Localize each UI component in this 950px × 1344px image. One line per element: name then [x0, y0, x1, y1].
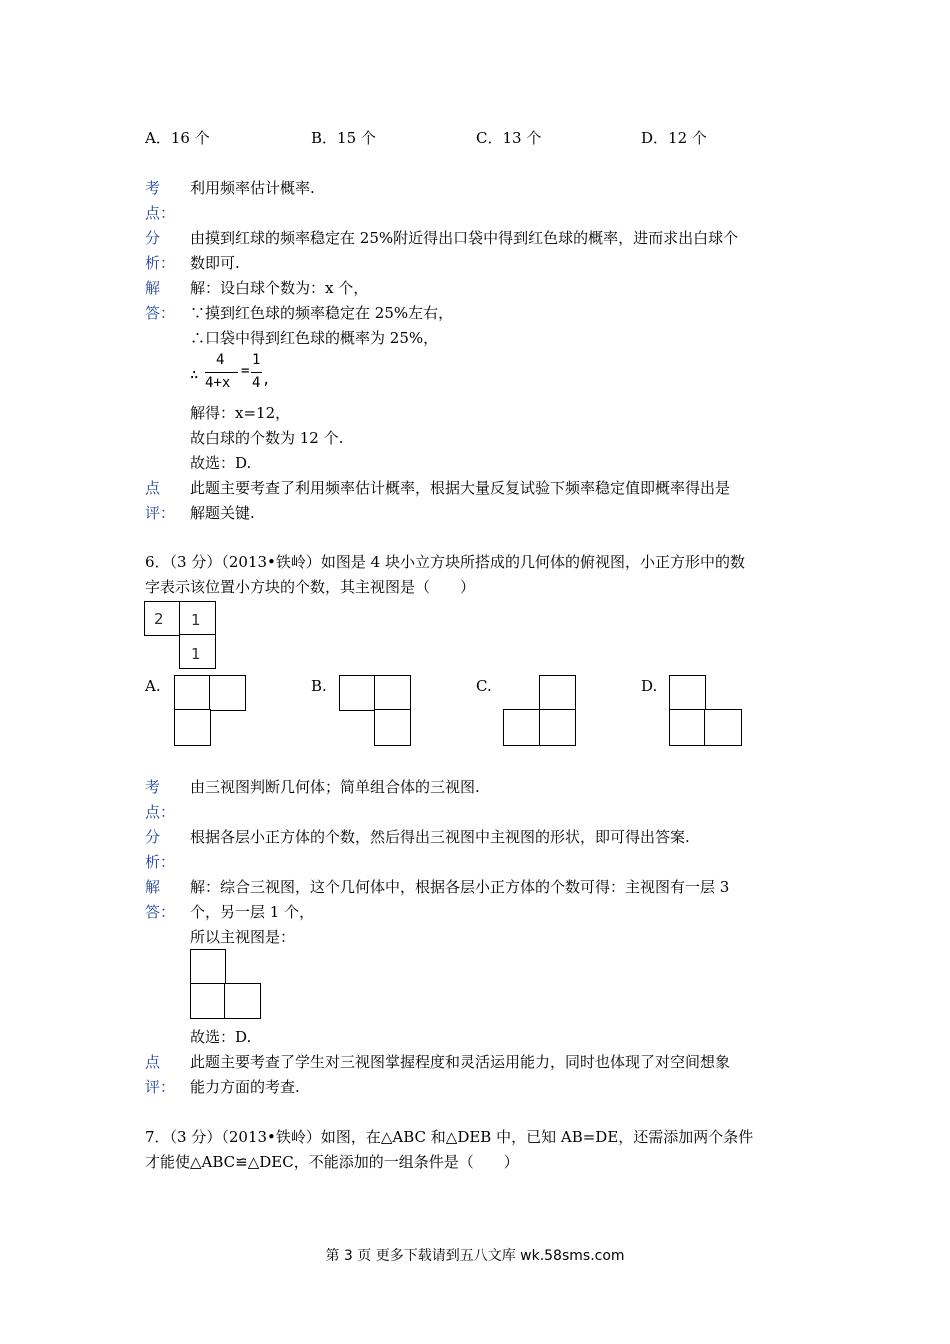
jieda-line-7: 故选：D.	[190, 454, 252, 472]
choice-a-square-2	[209, 675, 246, 711]
q6-kaodian-text: 由三视图判断几何体；简单组合体的三视图.	[190, 778, 480, 796]
grid-number-2: 2	[154, 610, 164, 628]
fenxi-line-2: 数即可.	[190, 254, 240, 272]
choice-b-square-1	[339, 675, 376, 711]
q6-kaodian-label-bottom: 点：	[145, 803, 176, 821]
eq-numerator-1: 4	[216, 352, 225, 368]
page-footer: 第 3 页 更多下载请到五八文库 wk.58sms.com	[325, 1248, 625, 1264]
eq-denominator-2: 4	[252, 375, 261, 391]
q6-jieda-label-top: 解	[145, 878, 161, 896]
jieda-line-1: 解：设白球个数为：x 个，	[190, 279, 369, 297]
option-d: D．12 个	[641, 129, 707, 147]
choice-d-square-3	[704, 709, 742, 746]
eq-equals: =	[241, 363, 250, 379]
grid-number-1b: 1	[191, 645, 201, 663]
q6-dianping-label-bottom: 评：	[145, 1078, 176, 1096]
grid-number-1a: 1	[191, 611, 201, 629]
answer-square-top	[190, 949, 226, 985]
q6-dianping-label-top: 点	[145, 1053, 161, 1071]
jieda-label-top: 解	[145, 279, 161, 297]
q6-fenxi-label-top: 分	[145, 828, 161, 846]
dianping-label-top: 点	[145, 479, 161, 497]
q6-dianping-line-1: 此题主要考查了学生对三视图掌握程度和灵活运用能力，同时也体现了对空间想象	[190, 1053, 731, 1071]
choice-d-square-2	[669, 709, 706, 746]
fenxi-label-bottom: 析：	[145, 254, 176, 272]
choice-a-square-1	[174, 675, 211, 711]
choice-d-square-1	[669, 675, 706, 711]
q6-jieda-line-1: 解：综合三视图，这个几何体中，根据各层小正方体的个数可得：主视图有一层 3	[190, 878, 730, 896]
q7-stem-line-2: 才能使△ABC≌△DEC，不能添加的一组条件是（ ）	[145, 1153, 519, 1171]
q6-fenxi-text: 根据各层小正方体的个数，然后得出三视图中主视图的形状，即可得出答案.	[190, 828, 690, 846]
answer-square-bottom-right	[224, 983, 261, 1019]
choice-d-label: D.	[641, 677, 658, 695]
choice-b-square-2	[374, 675, 411, 711]
choice-a-label: A.	[145, 677, 161, 695]
fenxi-line-1: 由摸到红球的频率稳定在 25%附近得出口袋中得到红色球的概率，进而求出白球个	[190, 229, 739, 247]
choice-c-label: C.	[476, 677, 492, 695]
option-c: C．13 个	[476, 129, 542, 147]
choice-b-label: B.	[311, 677, 327, 695]
kaodian-label-top: 考	[145, 179, 161, 197]
option-b: B．15 个	[311, 129, 376, 147]
choice-c-square-1	[539, 675, 576, 711]
choice-a-square-3	[174, 709, 211, 746]
kaodian-text: 利用频率估计概率.	[190, 179, 315, 197]
q6-jieda-line-4: 故选：D.	[190, 1028, 252, 1046]
choice-c-square-2	[503, 709, 541, 746]
fraction-bar-2	[251, 372, 262, 373]
fraction-bar-1	[205, 372, 238, 373]
q6-jieda-line-3: 所以主视图是：	[190, 928, 296, 946]
eq-therefore: ∴	[190, 367, 199, 383]
q6-stem-line-1: 6．（3 分）（2013•铁岭）如图是 4 块小立方块所搭成的几何体的俯视图，小正方形中的数	[145, 553, 745, 571]
dianping-label-bottom: 评：	[145, 504, 176, 522]
jieda-line-5: 解得：x=12，	[190, 404, 291, 422]
jieda-label-bottom: 答：	[145, 304, 176, 322]
choice-c-square-3	[539, 709, 576, 746]
answer-square-bottom-left	[190, 983, 226, 1019]
jieda-line-2: ∵摸到红色球的频率稳定在 25%左右，	[190, 304, 454, 322]
eq-comma: ,	[262, 372, 271, 388]
dianping-line-1: 此题主要考查了利用频率估计概率，根据大量反复试验下频率稳定值即概率得出是	[190, 479, 731, 497]
option-a: A．16 个	[145, 129, 210, 147]
jieda-line-6: 故白球的个数为 12 个.	[190, 429, 344, 447]
q6-kaodian-label-top: 考	[145, 778, 161, 796]
q6-dianping-line-2: 能力方面的考查.	[190, 1078, 300, 1096]
q7-stem-line-1: 7．（3 分）（2013•铁岭）如图，在△ABC 和△DEB 中，已知 AB=DE，还需添加两个条件	[145, 1128, 754, 1146]
q6-jieda-label-bottom: 答：	[145, 903, 176, 921]
jieda-line-3: ∴口袋中得到红色球的概率为 25%，	[190, 329, 439, 347]
eq-numerator-2: 1	[252, 352, 261, 368]
dianping-line-2: 解题关键.	[190, 504, 255, 522]
kaodian-label-bottom: 点：	[145, 204, 176, 222]
choice-b-square-3	[374, 709, 411, 746]
fenxi-label-top: 分	[145, 229, 161, 247]
fraction-equation	[190, 352, 280, 396]
q6-fenxi-label-bottom: 析：	[145, 853, 176, 871]
eq-denominator-1: 4+x	[205, 375, 231, 391]
q6-stem-line-2: 字表示该位置小方块的个数，其主视图是（ ）	[145, 578, 476, 596]
q6-jieda-line-2: 个，另一层 1 个，	[190, 903, 315, 921]
